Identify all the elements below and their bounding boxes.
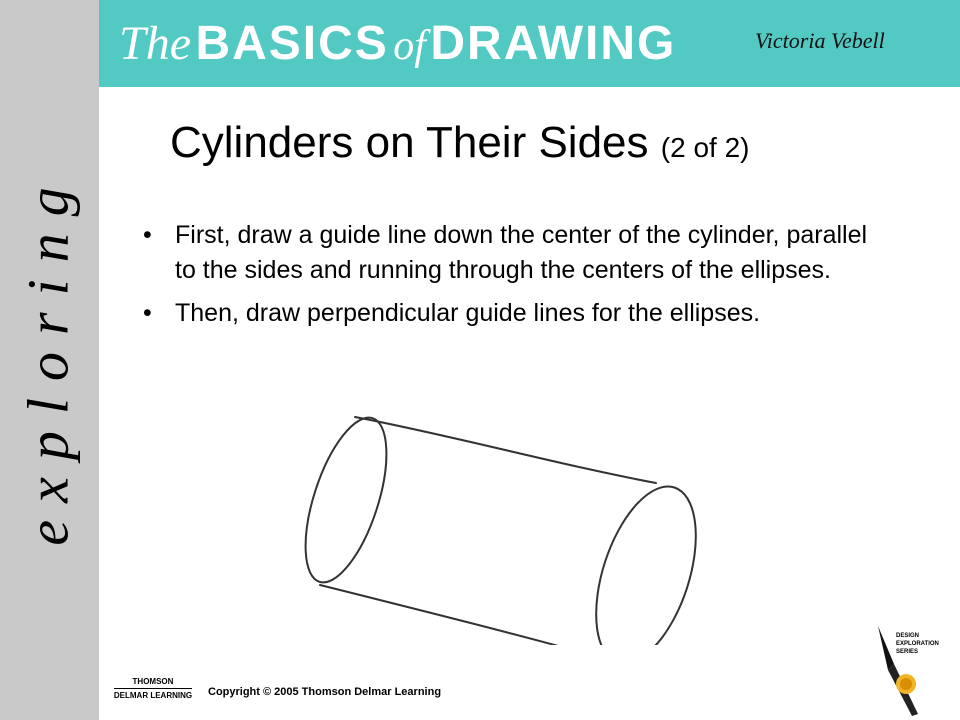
- copyright-text: Copyright © 2005 Thomson Delmar Learning: [208, 686, 442, 698]
- publisher-logo: [108, 676, 198, 701]
- cylinder-far-end: [577, 474, 716, 645]
- cylinder-top-edge: [355, 417, 656, 483]
- bullet-text: Then, draw perpendicular guide lines for the ellipses.: [175, 299, 761, 327]
- header-banner: [99, 0, 960, 87]
- series-line: EXPLORATION: [896, 641, 939, 647]
- series-line: SERIES: [896, 649, 919, 655]
- bullet-text: First, draw a guide line down the center of the cylinder, parallel to the sides and running through the centers of the ellipses.: [175, 221, 868, 284]
- series-label: [896, 632, 939, 656]
- bullet-list: [135, 218, 875, 339]
- banner-title-drawing: DRAWING: [430, 17, 677, 70]
- cylinder-near-end: [300, 408, 403, 591]
- banner-title-of: of: [393, 23, 426, 69]
- publisher-name-top: THOMSON: [132, 677, 174, 686]
- bullet-marker: •: [143, 299, 152, 327]
- publisher-name-bottom: DELMAR LEARNING: [113, 691, 193, 700]
- slide-title: [170, 118, 890, 168]
- slide-title-suffix: (2 of 2): [660, 132, 750, 163]
- cylinder-bottom-edge: [320, 585, 612, 645]
- publisher-divider: [114, 688, 192, 689]
- series-line: DESIGN: [896, 633, 920, 639]
- sidebar-vertical-word: exploring: [15, 170, 81, 546]
- banner-title: [119, 10, 676, 89]
- bullet-item: [135, 296, 875, 331]
- banner-author: Victoria Vebell: [755, 28, 885, 53]
- bullet-item: [135, 218, 875, 288]
- banner-title-basics: BASICS: [195, 17, 389, 70]
- cylinder-drawing: [300, 405, 720, 645]
- banner-title-the: The: [119, 17, 191, 70]
- bullet-marker: •: [143, 221, 152, 249]
- slide-title-main: Cylinders on Their Sides: [170, 118, 649, 167]
- sidebar: [0, 0, 99, 720]
